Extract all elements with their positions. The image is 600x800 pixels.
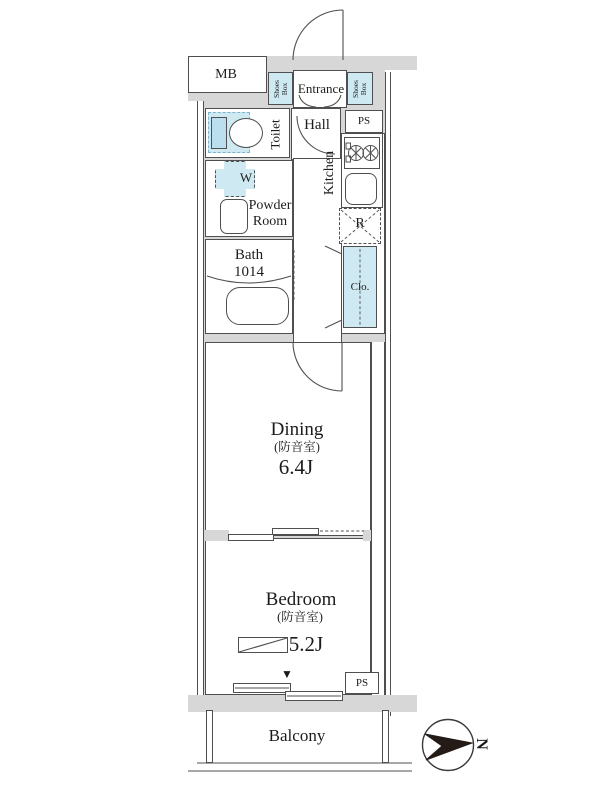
window-panel [233,683,291,693]
powder-room-text: Powder Room [248,198,292,229]
wall-below-mb [188,93,267,101]
washer-pan-corner [215,161,224,169]
dining-soundproof-label: (防音室) [274,440,320,454]
washer-pan-corner [246,161,255,169]
toilet-tank [211,117,227,149]
balcony-post-right [382,710,389,763]
dining-size-label: 6.4J [278,455,314,480]
refrigerator-label: R [355,216,365,232]
entrance-door-arc [293,10,343,60]
balcony-label: Balcony [268,726,326,746]
window-panel [285,691,343,701]
partition-wall-stub-left [204,530,229,541]
compass-north-label: N [472,738,490,750]
shoes-box-text: Shoes Box [271,80,289,98]
sliding-door-panel [228,534,274,541]
entrance-label: Entrance [297,80,345,96]
toilet-label: Toilet [267,119,283,150]
counter-desk-symbol [238,637,288,653]
bathtub [226,287,289,325]
bath-text: Bath 1014 [234,247,264,280]
compass [423,720,474,771]
bath-label [218,247,280,281]
bedroom-name-label: Bedroom [265,589,337,611]
outer-wall-right [385,72,391,716]
sliding-door-panel [272,528,319,535]
shoes-box-left-label [272,73,290,105]
kitchen-sink [345,173,377,205]
stove [344,137,380,169]
partition-wall-stub-right [363,530,371,541]
toilet-bowl [229,118,263,148]
washer-label: W [239,169,253,185]
kitchen-label: Kitchen [322,150,338,196]
balcony-post-left [206,710,213,763]
outer-wall-left [197,101,204,712]
ps-top-label: PS [357,115,371,128]
bedroom-size-label: 5.2J [288,632,324,657]
mb-label: MB [215,67,237,83]
window-marker-icon: ▼ [281,667,293,682]
ps-bottom-label: PS [355,676,369,689]
hall-label: Hall [304,117,330,134]
wall-top-right [343,56,417,70]
wall-top-left-of-door [265,56,293,70]
washer-pan-corner [215,189,224,197]
bedroom-soundproof-label: (防音室) [277,610,323,624]
wall-cavity-right [371,342,385,700]
dining-name-label: Dining [270,419,324,441]
washer-pan-corner [246,189,255,197]
powder-room-label [236,197,304,231]
compass-needle-icon [425,734,472,760]
shoes-box-text: Shoes Box [350,80,368,98]
closet-label: Clo. [350,280,370,293]
shoes-box-right-label [351,73,369,105]
compass-circle [423,720,474,771]
